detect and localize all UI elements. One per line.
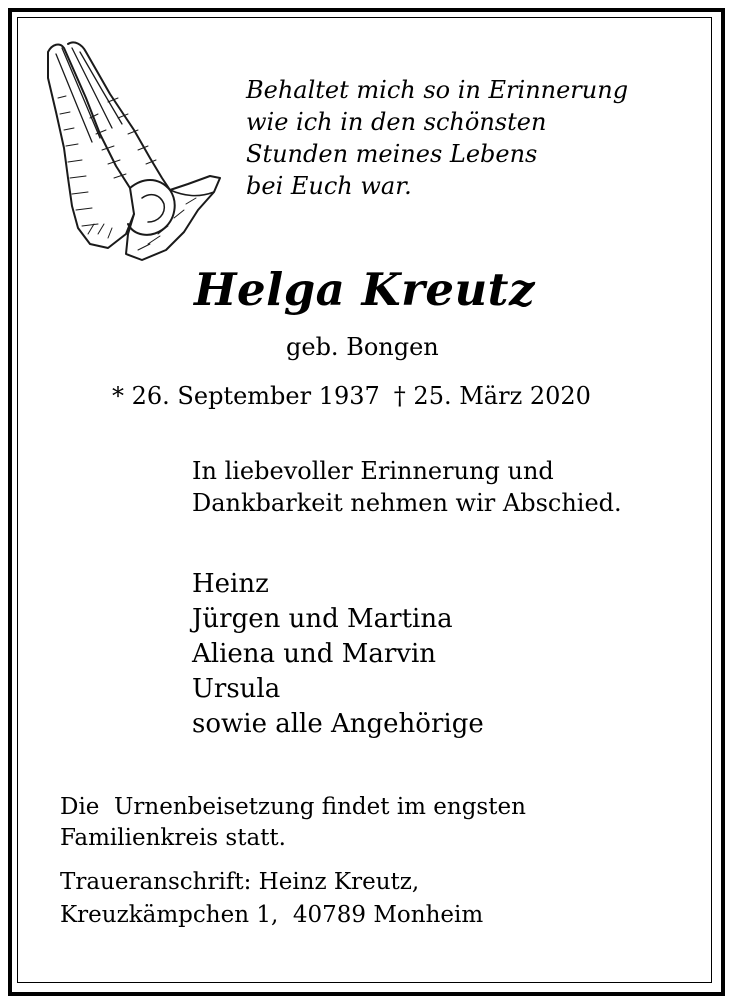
birth-name: geb. Bongen	[286, 333, 439, 361]
quote-line: Stunden meines Lebens	[246, 140, 538, 168]
quote-line: wie ich in den schönsten	[246, 108, 547, 136]
burial-notice	[60, 792, 526, 854]
notice-line: Familienkreis statt.	[60, 825, 286, 851]
birth-date: * 26. September 1937	[112, 382, 380, 410]
mourner-item: Aliena und Marvin	[192, 639, 437, 669]
memorial-quote	[246, 74, 666, 202]
mourner-item: Jürgen und Martina	[192, 604, 453, 634]
quote-line: Behaltet mich so in Erinnerung	[246, 76, 629, 104]
address-line: Kreuzkämpchen 1, 40789 Monheim	[60, 902, 484, 928]
mourner-item: Heinz	[192, 569, 269, 599]
quote-line: bei Euch war.	[246, 172, 412, 200]
mourning-address	[60, 866, 483, 932]
praying-hands-icon	[38, 38, 224, 264]
notice-line: Die Urnenbeisetzung findet im engsten	[60, 794, 526, 820]
farewell-line: In liebevoller Erinnerung und	[192, 457, 554, 485]
deceased-name: Helga Kreutz	[193, 263, 536, 316]
mourner-item: sowie alle Angehörige	[192, 709, 484, 739]
farewell-line: Dankbarkeit nehmen wir Abschied.	[192, 489, 622, 517]
life-dates	[112, 380, 591, 412]
mourners-list	[192, 567, 484, 742]
mourner-item: Ursula	[192, 674, 281, 704]
farewell-text	[192, 455, 622, 519]
death-date: † 25. März 2020	[393, 382, 591, 410]
address-line: Traueranschrift: Heinz Kreutz,	[60, 869, 420, 895]
